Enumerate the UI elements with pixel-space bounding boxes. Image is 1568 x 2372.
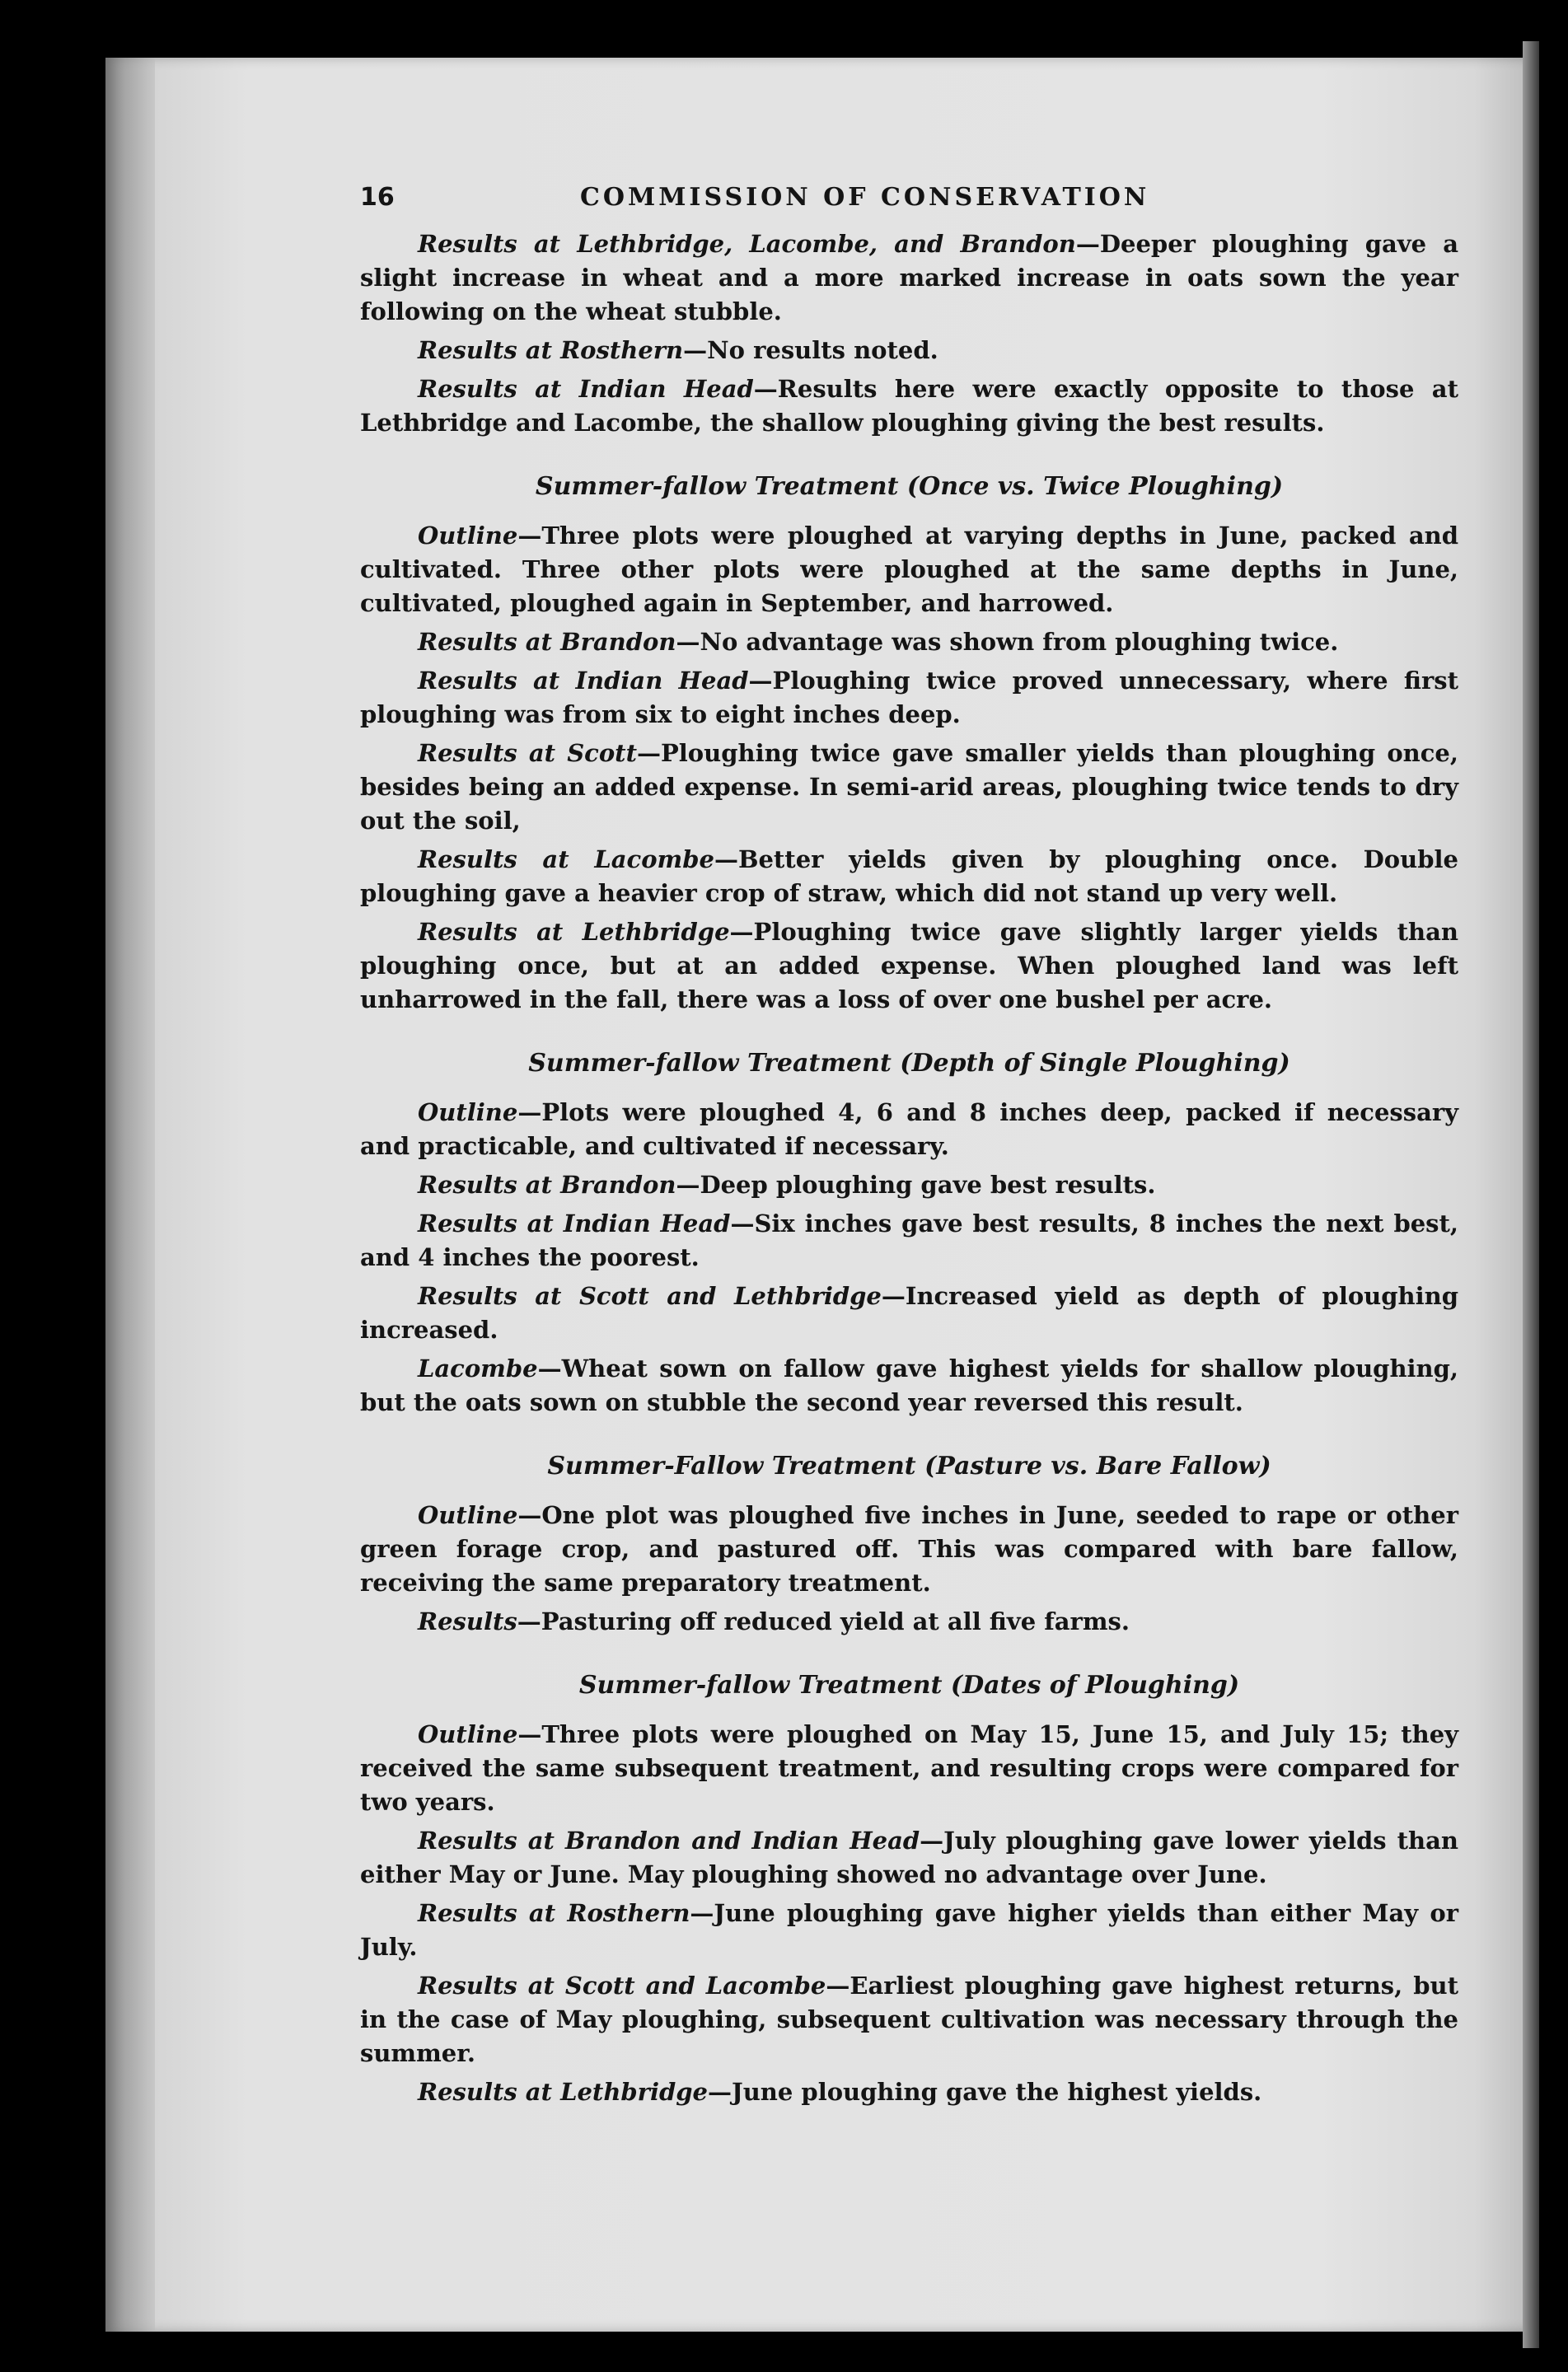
section-heading: Summer-fallow Treatment (Once vs. Twice Ploughing) — [535, 472, 1284, 501]
paragraph-lead: Results at Indian Head — [418, 667, 749, 695]
paragraph — [360, 1096, 1458, 1163]
paragraph-text: —Three plots were ploughed on May 15, June 15, and July 15; they received the same subsequent treatment, and resulting crops were compared for two years. — [360, 1720, 1458, 1816]
paragraph-text: —Results here were exactly opposite to those at Lethbridge and Lacombe, the shallow ploughing giving the best results. — [360, 375, 1458, 437]
paragraph — [360, 519, 1458, 620]
paragraph — [360, 625, 1458, 659]
page-content — [360, 183, 1458, 2114]
paragraph-text: —Ploughing twice proved unnecessary, where first ploughing was from six to eight inches deep. — [360, 667, 1458, 728]
section-pasture-vs-bare — [360, 1449, 1458, 1639]
section-heading: Summer-fallow Treatment (Dates of Ploughing) — [578, 1671, 1240, 1700]
paragraph-lead: Outline — [418, 1501, 518, 1529]
paragraph — [360, 334, 1458, 367]
paragraph-text: —June ploughing gave higher yields than either May or July. — [360, 1899, 1458, 1961]
running-title: COMMISSION OF CONSERVATION — [580, 183, 1150, 212]
paragraph-lead: Outline — [418, 1098, 518, 1126]
paragraph — [360, 664, 1458, 732]
section-depth-single — [360, 1046, 1458, 1420]
intro-block — [360, 227, 1458, 440]
paragraph-lead: Results at Brandon — [418, 628, 676, 656]
paragraph — [360, 1824, 1458, 1892]
paragraph-lead: Results at Lethbridge — [418, 2078, 708, 2106]
paragraph-text: —Earliest ploughing gave highest returns, but in the case of May ploughing, subsequent cultivation was necessary through the summer. — [360, 1972, 1458, 2067]
paragraph-lead: Results at Lethbridge — [418, 918, 730, 946]
paragraph-text: —July ploughing gave lower yields than either May or June. May ploughing showed no advantage over June. — [360, 1827, 1458, 1888]
paragraph-lead: Results at Rosthern — [418, 1899, 690, 1927]
section-heading: Summer-Fallow Treatment (Pasture vs. Bare Fallow) — [547, 1452, 1271, 1481]
paragraph — [360, 915, 1458, 1017]
paragraph-lead: Results at Brandon and Indian Head — [418, 1827, 920, 1855]
paragraph-text: —No results noted. — [683, 336, 938, 364]
paragraph-lead: Results at Indian Head — [418, 1209, 731, 1237]
paragraph — [360, 1280, 1458, 1347]
paragraph-text: —Wheat sown on fallow gave highest yields for shallow ploughing, but the oats sown on stubble the second year reversed this result. — [360, 1354, 1458, 1416]
running-head — [360, 183, 1458, 219]
paragraph-lead: Outline — [418, 1720, 518, 1748]
paragraph-text: —Pasturing off reduced yield at all five farms. — [517, 1607, 1130, 1635]
paragraph-lead: Results at Lethbridge, Lacombe, and Brandon — [418, 230, 1076, 258]
paragraph-lead: Results at Scott — [418, 739, 637, 767]
paragraph-text: —Ploughing twice gave slightly larger yields than ploughing once, but at an added expense. When ploughed land was left unharrowed in the fall, there was a loss of over one bushel per acre. — [360, 918, 1459, 1013]
paragraph — [360, 1168, 1458, 1202]
paragraph-text: —Deeper ploughing gave a slight increase in wheat and a more marked increase in oats sown the year following on the wheat stubble. — [360, 230, 1459, 325]
paragraph-text: —No advantage was shown from ploughing twice. — [676, 628, 1339, 656]
paragraph — [360, 737, 1458, 838]
paragraph — [360, 1605, 1458, 1639]
paragraph-text: —Six inches gave best results, 8 inches the next best, and 4 inches the poorest. — [360, 1209, 1458, 1271]
paragraph-text: —Deep ploughing gave best results. — [676, 1171, 1156, 1199]
binding-shadow — [105, 58, 155, 2332]
paragraph — [360, 1897, 1458, 1964]
paragraph-lead: Results at Rosthern — [418, 336, 684, 364]
paragraph-lead: Results at Indian Head — [418, 375, 754, 403]
paragraph-lead: Results — [418, 1607, 517, 1635]
paragraph-lead: Results at Scott and Lacombe — [418, 1972, 826, 2000]
paragraph — [360, 1207, 1458, 1275]
section-dates-of-ploughing — [360, 1668, 1458, 2109]
page-edge — [1523, 41, 1539, 2348]
section-once-vs-twice — [360, 470, 1458, 1017]
paragraph-text: —June ploughing gave the highest yields. — [707, 2078, 1262, 2106]
paragraph-text: —Increased yield as depth of ploughing increased. — [360, 1282, 1458, 1344]
paragraph-text: —Ploughing twice gave smaller yields than ploughing once, besides being an added expense. In semi-arid areas, ploughing twice tends to dry out the soil, — [360, 739, 1458, 835]
paragraph — [360, 1969, 1458, 2070]
paragraph-lead: Lacombe — [418, 1354, 538, 1382]
paragraph — [360, 1352, 1458, 1420]
paragraph — [360, 1718, 1458, 1819]
paragraph-text: —Three plots were ploughed at varying depths in June, packed and cultivated. Three other plots were ploughed at the same depths in June, cultivated, ploughed again in September, and harrowed. — [360, 522, 1458, 617]
paragraph-lead: Results at Scott and Lethbridge — [418, 1282, 882, 1310]
paragraph-lead: Outline — [418, 522, 518, 550]
paragraph-lead: Results at Lacombe — [418, 845, 714, 873]
paragraph-text: —Better yields given by ploughing once. Double ploughing gave a heavier crop of straw, which did not stand up very well. — [360, 845, 1458, 907]
paragraph — [360, 1499, 1458, 1600]
paragraph — [360, 372, 1458, 440]
paragraph-text: —Plots were ploughed 4, 6 and 8 inches deep, packed if necessary and practicable, and cultivated if necessary. — [360, 1098, 1458, 1160]
paragraph — [360, 2075, 1458, 2109]
paragraph-lead: Results at Brandon — [418, 1171, 676, 1199]
page-number: 16 — [360, 183, 395, 212]
paragraph-text: —One plot was ploughed five inches in June, seeded to rape or other green forage crop, and pastured off. This was compared with bare fallow, receiving the same preparatory treatment. — [360, 1501, 1458, 1597]
paragraph — [360, 843, 1458, 910]
paragraph — [360, 227, 1458, 329]
section-heading: Summer-fallow Treatment (Depth of Single Ploughing) — [528, 1049, 1290, 1078]
